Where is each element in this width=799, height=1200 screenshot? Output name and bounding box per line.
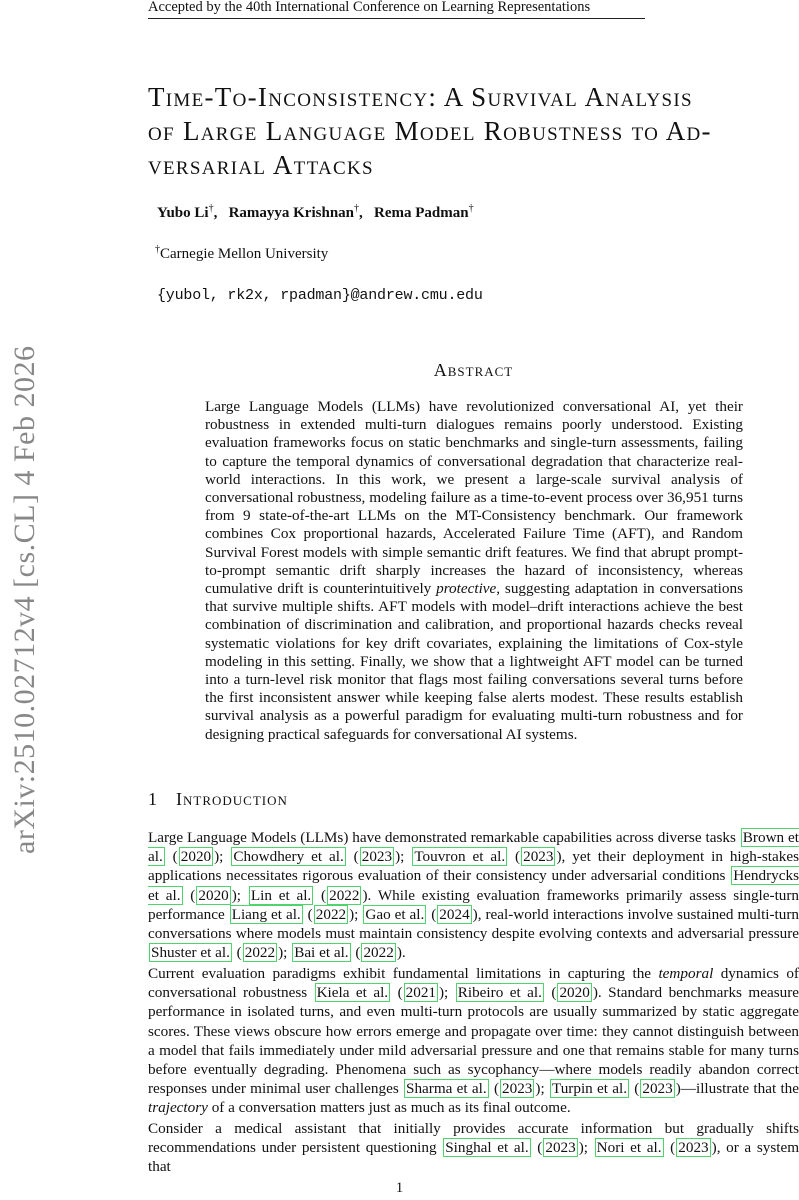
affiliation [155, 244, 328, 263]
author-name: Ramayya Krishnan [228, 205, 354, 221]
affiliation-name: Carnegie Mellon University [160, 246, 329, 262]
abstract-part: , suggesting adaptation in conversations that survive multiple shifts. AFT models with model–drift interactions achieve the best combination of discrimination and calibration, and proportional hazards checks reveal systematic violations for key drift covariates, explaining the limitations of Cox-style modeling in this setting. Finally, we show that a lightweight AFT model can be turned into a turn-level risk monitor that flags most failing conversations several turns before the first inconsistent answer while keeping false alerts modest. These results establish survival analysis as a powerful paradigm for evaluating multi-turn robustness and for designing practical safeguards for conversational AI systems. [205, 580, 743, 743]
citation-link[interactable]: Bai et al. [294, 944, 349, 962]
text-run: —illustrate that the [680, 1080, 799, 1098]
citation-year-link[interactable]: 2023 [502, 1080, 533, 1098]
citation-year-link[interactable]: 2020 [198, 886, 229, 904]
citation-year-link[interactable]: 2024 [439, 905, 470, 923]
citation-year-link[interactable]: 2023 [523, 848, 554, 866]
paper-title [148, 80, 799, 182]
page-number: 1 [395, 1180, 404, 1196]
title-line-3: versarial Attacks [148, 150, 374, 180]
citation-year-link[interactable]: 2023 [545, 1139, 576, 1157]
citation-year-link[interactable]: 2023 [361, 848, 393, 866]
citation-link[interactable]: Nori et al. [596, 1139, 662, 1157]
text-run: , real-world interactions involve sustained multi-turn conversations where models must maintain consistency despite evolving contexts and adversarial pressure [148, 905, 799, 943]
author-list: Yubo Li†, Ramayya Krishnan†, Rema Padman† [157, 203, 474, 221]
author-affiliation-mark: † [208, 203, 214, 214]
citation-link[interactable]: Shuster et al. [151, 944, 230, 962]
citation-year-link[interactable]: 2022 [329, 886, 360, 904]
citation-year-link[interactable]: 2022 [363, 944, 394, 962]
title-line-2: of Large Language Model Robustness to Ad- [148, 116, 712, 146]
author-emails: {yubol, rk2x, rpadman}@andrew.cmu.edu [157, 287, 483, 304]
author-affiliation-mark: † [468, 203, 474, 214]
author-name: Yubo Li [157, 205, 209, 221]
emphasis: temporal [658, 965, 714, 982]
intro-paragraph-2: Current evaluation paradigms exhibit fundamental limitations in capturing the temporal dynamics of conversational robustness Kiela et al. ( 2021 ); Ribeiro et al. ( 2020 ). Standard benchmarks measure performance in isolated turns, and even multi-turn protocols are usually summarized by static aggregate scores. These views obscure how errors emerge and propagate over time: they cannot distinguish between a model that fails immediately under mild adversarial pressure and one that remains stable for many turns before eventually degrading. Phenomena such as sycophancy—where models readily abandon correct responses under minimal user challenges Sharma et al. ( 2023 ); Turpin et al. ( 2023 )—illustrate that the trajectory of a conversation matters just as much as its final outcome. [148, 965, 799, 1117]
abstract-part: Large Language Models (LLMs) have revolutionized conversational AI, yet their robustness in extended multi-turn dialogues remains poorly understood. Existing evaluation frameworks focus on static benchmarks and single-turn assessments, failing to capture the temporal dynamics of conversational degradation that characterize real-world interactions. In this work, we present a large-scale survival analysis of conversational robustness, modeling failure as a time-to-event process over 36,951 turns from 9 state-of-the-art LLMs on the MT-Consistency benchmark. Our framework combines Cox proportional hazards, Accelerated Failure Time (AFT), and Random Survival Forest models with simple semantic drift features. We find that abrupt prompt-to-prompt semantic drift sharply increases the hazard of inconsistency, whereas cumulative drift is counterintuitively [205, 398, 743, 598]
abstract-heading: Abstract [433, 360, 514, 380]
text-run: , yet their deployment in high-stakes applications necessitates rigorous evaluation of their consistency under adversarial conditions [148, 848, 799, 885]
citation-link[interactable]: Sharma et al. [406, 1080, 487, 1098]
abstract-text [205, 398, 743, 744]
citation-link[interactable]: Hendrycks et al. [148, 867, 799, 904]
affiliation-mark: † [155, 244, 160, 255]
abstract-emphasis: protective [436, 580, 497, 598]
citation-year-link[interactable]: 2023 [642, 1080, 673, 1098]
citation-link[interactable]: Ribeiro et al. [457, 984, 542, 1002]
text-run: Consider a medical assistant that initially provides accurate information but gradually shifts recommendations under persistent questioning [148, 1120, 799, 1157]
citation-link[interactable]: Singhal et al. [445, 1139, 529, 1157]
text-run: . While existing evaluation frameworks primarily assess single-turn performance [148, 886, 799, 923]
citation-link[interactable]: Kiela et al. [316, 984, 389, 1002]
emphasis: trajectory [148, 1099, 208, 1117]
citation-link[interactable]: Lin et al. [250, 886, 312, 904]
citation-year-link[interactable]: 2021 [405, 984, 436, 1002]
arxiv-identifier: arXiv:2510.02712v4 [cs.CL] 4 Feb 2026 [8, 345, 41, 855]
citation-year-link[interactable]: 2020 [180, 848, 212, 866]
intro-paragraph-3: Consider a medical assistant that initially provides accurate information but gradually shifts recommendations under persistent questioning Singhal et al. ( 2023 ); Nori et al. ( 2023 ), or a system that [148, 1120, 799, 1176]
text-run: Large Language Models (LLMs) have demonstrated remarkable capabilities across diverse tasks [148, 829, 740, 846]
title-line-1: Time-To-Inconsistency: A Survival Analysis [148, 82, 693, 112]
citation-year-link[interactable]: 2023 [678, 1139, 709, 1157]
header-rule [148, 18, 645, 19]
citation-year-link[interactable]: 2022 [244, 944, 276, 962]
author-affiliation-mark: † [354, 203, 359, 214]
citation-link[interactable]: Touvron et al. [414, 848, 506, 866]
text-run: dynamics of conversational robustness [148, 965, 799, 1002]
citation-link[interactable]: Chowdhery et al. [233, 848, 344, 866]
running-header: Accepted by the 40th International Conference on Learning Representations [148, 0, 591, 15]
intro-paragraph-1: Large Language Models (LLMs) have demonstrated remarkable capabilities across diverse tasks Brown et al. ( 2020 ); Chowdhery et al. ( 2023 ); Touvron et al. ( 2023 ), yet their deployment in high-stakes applications necessitates rigorous evaluation of their consistency under adversarial conditions Hendrycks et al. ( 2020 ); Lin et al. ( 2022 ). While existing evaluation frameworks primarily assess single-turn performance Liang et al. ( 2022 ); Gao et al. ( 2024 ), real-world interactions involve sustained multi-turn conversations where models must maintain consistency despite evolving contexts and adversarial pressure Shuster et al. ( 2022 ); Bai et al. ( 2022 ). [148, 829, 799, 962]
text-run: . Standard benchmarks measure performance in isolated turns, and even multi-turn protocols are usually summarized by static aggregate scores. These views obscure how errors emerge and propagate over time: they cannot distinguish between a model that fails immediately under mild adversarial pressure and one that remains stable for many turns before eventually degrading. Phenomena such as sycophancy—where models readily abandon correct responses under minimal user challenges [148, 984, 799, 1098]
citation-link[interactable]: Liang et al. [231, 905, 301, 923]
text-run: . [401, 944, 406, 962]
author-name: Rema Padman [374, 205, 469, 221]
citation-year-link[interactable]: 2022 [315, 905, 347, 923]
text-run: , or a system that [148, 1139, 799, 1176]
citation-link[interactable]: Brown et al. [148, 829, 799, 866]
section-heading [148, 789, 288, 810]
text-run: Current evaluation paradigms exhibit fundamental limitations in capturing the [148, 965, 659, 982]
text-run: of a conversation matters just as much as its final outcome. [207, 1099, 571, 1117]
citation-link[interactable]: Gao et al. [365, 905, 425, 923]
section-title: Introduction [176, 789, 288, 809]
section-number: 1 [148, 789, 158, 809]
citation-link[interactable]: Turpin et al. [551, 1080, 628, 1098]
citation-year-link[interactable]: 2020 [559, 984, 590, 1002]
